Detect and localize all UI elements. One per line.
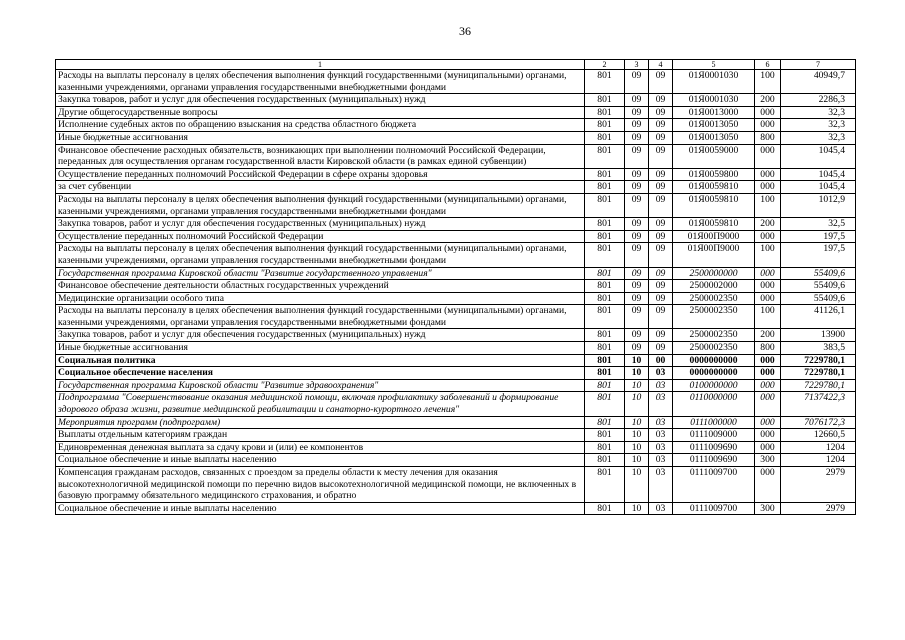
expense-type-cell: 000	[755, 168, 781, 181]
expense-type-cell: 200	[755, 329, 781, 342]
table-row	[56, 416, 856, 429]
amount-cell: 55409,6	[781, 292, 856, 305]
table-row	[56, 70, 856, 94]
expense-type-cell: 000	[755, 467, 781, 503]
expense-type-cell: 200	[755, 218, 781, 231]
table-row	[56, 429, 856, 442]
subsection-code-cell: 09	[649, 243, 673, 267]
amount-cell: 1204	[781, 441, 856, 454]
amount-cell: 7137422,3	[781, 392, 856, 416]
row-name-cell: Расходы на выплаты персоналу в целях обеспечения выполнения функций государственными (муниципальными) органами, казенными учреждениями, органами управления государственными внебюджетными фондами	[56, 305, 585, 329]
amount-cell: 1045,4	[781, 181, 856, 194]
subsection-code-cell: 03	[649, 429, 673, 442]
target-article-cell: 01Я0013050	[673, 119, 755, 132]
row-name-cell: Финансовое обеспечение расходных обязательств, возникающих при выполнении полномочий Российской Федерации, переданных для осуществления органам государственной власти Кировской области (в рамках единой субвенции)	[56, 144, 585, 168]
target-article-cell: 0110000000	[673, 392, 755, 416]
amount-cell: 1012,9	[781, 193, 856, 217]
expense-type-cell: 800	[755, 131, 781, 144]
budget-table	[55, 59, 856, 515]
subsection-code-cell: 09	[649, 94, 673, 107]
header-cell: 6	[755, 60, 781, 70]
expense-type-cell: 000	[755, 354, 781, 367]
ministry-code-cell: 801	[585, 367, 625, 380]
target-article-cell: 0100000000	[673, 379, 755, 392]
table-row	[56, 168, 856, 181]
section-code-cell: 09	[625, 280, 649, 293]
amount-cell: 7229780,1	[781, 379, 856, 392]
amount-cell: 197,5	[781, 243, 856, 267]
target-article-cell: 0111009690	[673, 441, 755, 454]
expense-type-cell: 000	[755, 441, 781, 454]
section-code-cell: 10	[625, 392, 649, 416]
section-code-cell: 09	[625, 218, 649, 231]
target-article-cell: 01Я0059800	[673, 168, 755, 181]
section-code-cell: 09	[625, 193, 649, 217]
ministry-code-cell: 801	[585, 379, 625, 392]
subsection-code-cell: 09	[649, 119, 673, 132]
ministry-code-cell: 801	[585, 429, 625, 442]
subsection-code-cell: 09	[649, 292, 673, 305]
ministry-code-cell: 801	[585, 441, 625, 454]
ministry-code-cell: 801	[585, 106, 625, 119]
target-article-cell: 01Я0059000	[673, 144, 755, 168]
section-code-cell: 09	[625, 168, 649, 181]
table-row	[56, 119, 856, 132]
ministry-code-cell: 801	[585, 218, 625, 231]
table-row	[56, 441, 856, 454]
amount-cell: 1045,4	[781, 168, 856, 181]
expense-type-cell: 800	[755, 342, 781, 355]
row-name-cell: за счет субвенции	[56, 181, 585, 194]
section-code-cell: 09	[625, 70, 649, 94]
section-code-cell: 10	[625, 416, 649, 429]
section-code-cell: 10	[625, 379, 649, 392]
table-row	[56, 329, 856, 342]
ministry-code-cell: 801	[585, 454, 625, 467]
section-code-cell: 10	[625, 441, 649, 454]
table-row	[56, 243, 856, 267]
target-article-cell: 01Я00П9000	[673, 230, 755, 243]
subsection-code-cell: 09	[649, 305, 673, 329]
expense-type-cell: 000	[755, 429, 781, 442]
target-article-cell: 2500002350	[673, 292, 755, 305]
page-number: 36	[459, 24, 471, 38]
ministry-code-cell: 801	[585, 354, 625, 367]
amount-cell: 383,5	[781, 342, 856, 355]
target-article-cell: 01Я0001030	[673, 94, 755, 107]
section-code-cell: 09	[625, 230, 649, 243]
ministry-code-cell: 801	[585, 329, 625, 342]
expense-type-cell: 300	[755, 454, 781, 467]
row-name-cell: Закупка товаров, работ и услуг для обеспечения государственных (муниципальных) нужд	[56, 218, 585, 231]
table-row	[56, 181, 856, 194]
ministry-code-cell: 801	[585, 392, 625, 416]
target-article-cell: 2500002350	[673, 305, 755, 329]
section-code-cell: 09	[625, 267, 649, 280]
row-name-cell: Расходы на выплаты персоналу в целях обеспечения выполнения функций государственными (муниципальными) органами, казенными учреждениями, органами управления государственными внебюджетными фондами	[56, 243, 585, 267]
header-cell: 4	[649, 60, 673, 70]
expense-type-cell: 000	[755, 392, 781, 416]
expense-type-cell: 000	[755, 267, 781, 280]
table-row	[56, 454, 856, 467]
section-code-cell: 09	[625, 131, 649, 144]
row-name-cell: Расходы на выплаты персоналу в целях обеспечения выполнения функций государственными (муниципальными) органами, казенными учреждениями, органами управления государственными внебюджетными фондами	[56, 70, 585, 94]
ministry-code-cell: 801	[585, 280, 625, 293]
subsection-code-cell: 03	[649, 392, 673, 416]
target-article-cell: 01Я0059810	[673, 181, 755, 194]
target-article-cell: 0000000000	[673, 354, 755, 367]
subsection-code-cell: 09	[649, 131, 673, 144]
table-row	[56, 467, 856, 503]
target-article-cell: 0111009000	[673, 429, 755, 442]
subsection-code-cell: 09	[649, 181, 673, 194]
subsection-code-cell: 00	[649, 354, 673, 367]
subsection-code-cell: 03	[649, 367, 673, 380]
header-cell: 7	[781, 60, 856, 70]
amount-cell: 7229780,1	[781, 354, 856, 367]
subsection-code-cell: 09	[649, 106, 673, 119]
section-code-cell: 10	[625, 354, 649, 367]
section-code-cell: 10	[625, 467, 649, 503]
section-code-cell: 10	[625, 454, 649, 467]
amount-cell: 32,3	[781, 131, 856, 144]
ministry-code-cell: 801	[585, 168, 625, 181]
amount-cell: 40949,7	[781, 70, 856, 94]
amount-cell: 55409,6	[781, 280, 856, 293]
header-cell: 1	[56, 60, 585, 70]
expense-type-cell: 000	[755, 416, 781, 429]
row-name-cell: Государственная программа Кировской области "Развитие здравоохранения"	[56, 379, 585, 392]
target-article-cell: 01Я0059810	[673, 218, 755, 231]
target-article-cell: 0111000000	[673, 416, 755, 429]
subsection-code-cell: 09	[649, 70, 673, 94]
target-article-cell: 0111009700	[673, 502, 755, 515]
section-code-cell: 09	[625, 106, 649, 119]
row-name-cell: Социальная политика	[56, 354, 585, 367]
row-name-cell: Закупка товаров, работ и услуг для обеспечения государственных (муниципальных) нужд	[56, 94, 585, 107]
expense-type-cell: 100	[755, 193, 781, 217]
row-name-cell: Социальное обеспечение населения	[56, 367, 585, 380]
expense-type-cell: 000	[755, 367, 781, 380]
table-row	[56, 392, 856, 416]
target-article-cell: 01Я00П9000	[673, 243, 755, 267]
amount-cell: 1204	[781, 454, 856, 467]
header-cell: 3	[625, 60, 649, 70]
ministry-code-cell: 801	[585, 342, 625, 355]
section-code-cell: 10	[625, 429, 649, 442]
amount-cell: 13900	[781, 329, 856, 342]
row-name-cell: Выплаты отдельным категориям граждан	[56, 429, 585, 442]
header-cell: 5	[673, 60, 755, 70]
subsection-code-cell: 03	[649, 379, 673, 392]
expense-type-cell: 000	[755, 181, 781, 194]
subsection-code-cell: 03	[649, 454, 673, 467]
ministry-code-cell: 801	[585, 416, 625, 429]
ministry-code-cell: 801	[585, 467, 625, 503]
subsection-code-cell: 09	[649, 230, 673, 243]
amount-cell: 32,5	[781, 218, 856, 231]
table-row	[56, 144, 856, 168]
amount-cell: 41126,1	[781, 305, 856, 329]
subsection-code-cell: 09	[649, 267, 673, 280]
section-code-cell: 10	[625, 367, 649, 380]
subsection-code-cell: 09	[649, 144, 673, 168]
expense-type-cell: 000	[755, 379, 781, 392]
row-name-cell: Социальное обеспечение и иные выплаты населению	[56, 454, 585, 467]
row-name-cell: Исполнение судебных актов по обращению взыскания на средства областного бюджета	[56, 119, 585, 132]
expense-type-cell: 000	[755, 280, 781, 293]
ministry-code-cell: 801	[585, 305, 625, 329]
table-row	[56, 354, 856, 367]
table-row	[56, 267, 856, 280]
table-row	[56, 305, 856, 329]
ministry-code-cell: 801	[585, 70, 625, 94]
expense-type-cell: 100	[755, 305, 781, 329]
table-row	[56, 502, 856, 515]
row-name-cell: Государственная программа Кировской области "Развитие государственного управления"	[56, 267, 585, 280]
ministry-code-cell: 801	[585, 119, 625, 132]
section-code-cell: 09	[625, 94, 649, 107]
amount-cell: 197,5	[781, 230, 856, 243]
row-name-cell: Финансовое обеспечение деятельности областных государственных учреждений	[56, 280, 585, 293]
expense-type-cell: 000	[755, 230, 781, 243]
target-article-cell: 01Я0013050	[673, 131, 755, 144]
subsection-code-cell: 03	[649, 502, 673, 515]
target-article-cell: 0000000000	[673, 367, 755, 380]
target-article-cell: 2500002350	[673, 329, 755, 342]
section-code-cell: 09	[625, 181, 649, 194]
row-name-cell: Социальное обеспечение и иные выплаты населению	[56, 502, 585, 515]
section-code-cell: 09	[625, 243, 649, 267]
row-name-cell: Осуществление переданных полномочий Российской Федерации	[56, 230, 585, 243]
row-name-cell: Медицинские организации особого типа	[56, 292, 585, 305]
amount-cell: 2979	[781, 502, 856, 515]
expense-type-cell: 200	[755, 94, 781, 107]
row-name-cell: Иные бюджетные ассигнования	[56, 131, 585, 144]
expense-type-cell: 300	[755, 502, 781, 515]
table-row	[56, 193, 856, 217]
ministry-code-cell: 801	[585, 181, 625, 194]
expense-type-cell: 100	[755, 243, 781, 267]
table-header-row	[56, 60, 856, 70]
row-name-cell: Закупка товаров, работ и услуг для обеспечения государственных (муниципальных) нужд	[56, 329, 585, 342]
target-article-cell: 2500000000	[673, 267, 755, 280]
ministry-code-cell: 801	[585, 267, 625, 280]
subsection-code-cell: 09	[649, 168, 673, 181]
amount-cell: 7229780,1	[781, 367, 856, 380]
expense-type-cell: 100	[755, 70, 781, 94]
target-article-cell: 01Я0013000	[673, 106, 755, 119]
target-article-cell: 0111009690	[673, 454, 755, 467]
ministry-code-cell: 801	[585, 230, 625, 243]
subsection-code-cell: 09	[649, 280, 673, 293]
expense-type-cell: 000	[755, 106, 781, 119]
amount-cell: 7076172,3	[781, 416, 856, 429]
amount-cell: 2286,3	[781, 94, 856, 107]
row-name-cell: Компенсация гражданам расходов, связанных с проездом за пределы области к месту лечения для оказания высокотехнологичной медицинской помощи по перечню видов высокотехнологичной медицинской помощи, не включенных в базовую программу обязательного медицинского страхования, и обратно	[56, 467, 585, 503]
table-row	[56, 280, 856, 293]
subsection-code-cell: 09	[649, 342, 673, 355]
section-code-cell: 10	[625, 502, 649, 515]
table-row	[56, 230, 856, 243]
expense-type-cell: 000	[755, 119, 781, 132]
section-code-cell: 09	[625, 292, 649, 305]
amount-cell: 2979	[781, 467, 856, 503]
ministry-code-cell: 801	[585, 144, 625, 168]
target-article-cell: 01Я0001030	[673, 70, 755, 94]
table-row	[56, 292, 856, 305]
subsection-code-cell: 03	[649, 441, 673, 454]
table-row	[56, 367, 856, 380]
row-name-cell: Другие общегосударственные вопросы	[56, 106, 585, 119]
section-code-cell: 09	[625, 144, 649, 168]
amount-cell: 55409,6	[781, 267, 856, 280]
row-name-cell: Подпрограмма "Совершенствование оказания медицинской помощи, включая профилактику заболеваний и формирование здорового образа жизни, развитие медицинской реабилитации и санаторно-курортного лечения"	[56, 392, 585, 416]
table-row	[56, 218, 856, 231]
ministry-code-cell: 801	[585, 243, 625, 267]
section-code-cell: 09	[625, 342, 649, 355]
section-code-cell: 09	[625, 305, 649, 329]
subsection-code-cell: 09	[649, 218, 673, 231]
row-name-cell: Иные бюджетные ассигнования	[56, 342, 585, 355]
amount-cell: 12660,5	[781, 429, 856, 442]
target-article-cell: 2500002350	[673, 342, 755, 355]
amount-cell: 1045,4	[781, 144, 856, 168]
expense-type-cell: 000	[755, 292, 781, 305]
subsection-code-cell: 03	[649, 416, 673, 429]
table-row	[56, 106, 856, 119]
amount-cell: 32,3	[781, 106, 856, 119]
header-cell: 2	[585, 60, 625, 70]
table-row	[56, 379, 856, 392]
ministry-code-cell: 801	[585, 131, 625, 144]
ministry-code-cell: 801	[585, 292, 625, 305]
amount-cell: 32,3	[781, 119, 856, 132]
table-row	[56, 94, 856, 107]
ministry-code-cell: 801	[585, 502, 625, 515]
subsection-code-cell: 09	[649, 329, 673, 342]
row-name-cell: Единовременная денежная выплата за сдачу крови и (или) ее компонентов	[56, 441, 585, 454]
row-name-cell: Осуществление переданных полномочий Российской Федерации в сфере охраны здоровья	[56, 168, 585, 181]
section-code-cell: 09	[625, 329, 649, 342]
target-article-cell: 0111009700	[673, 467, 755, 503]
target-article-cell: 2500002000	[673, 280, 755, 293]
ministry-code-cell: 801	[585, 94, 625, 107]
subsection-code-cell: 03	[649, 467, 673, 503]
table-row	[56, 342, 856, 355]
expense-type-cell: 000	[755, 144, 781, 168]
table-row	[56, 131, 856, 144]
ministry-code-cell: 801	[585, 193, 625, 217]
subsection-code-cell: 09	[649, 193, 673, 217]
target-article-cell: 01Я0059810	[673, 193, 755, 217]
row-name-cell: Мероприятия программ (подпрограмм)	[56, 416, 585, 429]
row-name-cell: Расходы на выплаты персоналу в целях обеспечения выполнения функций государственными (муниципальными) органами, казенными учреждениями, органами управления государственными внебюджетными фондами	[56, 193, 585, 217]
section-code-cell: 09	[625, 119, 649, 132]
